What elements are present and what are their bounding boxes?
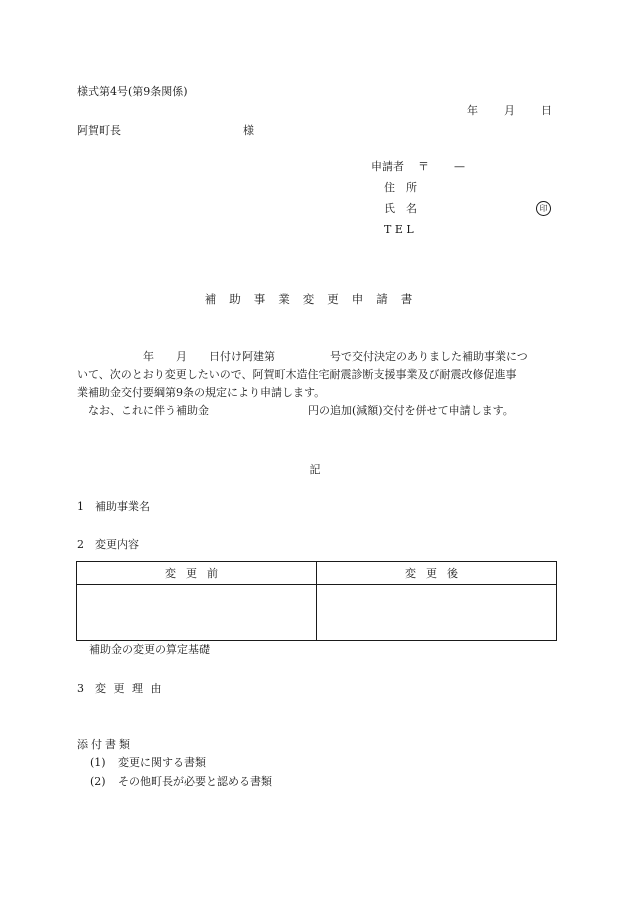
name-label: 氏 名 xyxy=(384,202,417,215)
seal-mark: 印 xyxy=(536,201,551,216)
date-month: 月 xyxy=(504,104,515,117)
addressee-honorific: 様 xyxy=(243,124,254,137)
attachment-text: 変更に関する書類 xyxy=(118,756,206,769)
address-label: 住 所 xyxy=(384,181,417,194)
postal-dash: — xyxy=(454,160,465,173)
body-line-3: 業補助金交付要綱第9条の規定により申請します。 xyxy=(77,386,326,399)
attachment-text: その他町長が必要と認める書類 xyxy=(118,775,272,788)
change-table-before-cell xyxy=(77,585,317,641)
change-table-before-header: 変更前 xyxy=(77,562,317,585)
attachments-list xyxy=(90,756,272,794)
date-year: 年 xyxy=(467,104,478,117)
form-number: 様式第4号(第9条関係) xyxy=(77,85,188,98)
attachment-item xyxy=(90,756,272,775)
item-2-label: 変更内容 xyxy=(95,538,139,551)
attachment-number: (2) xyxy=(90,775,106,788)
postal-mark: 〒 xyxy=(418,160,429,173)
item-3 xyxy=(77,682,164,696)
ki-heading: 記 xyxy=(309,463,321,476)
item-3-number: 3 xyxy=(77,682,86,695)
item-1 xyxy=(77,500,150,514)
applicant-label: 申請者 xyxy=(371,160,404,173)
change-table-after-cell xyxy=(317,585,557,641)
item-1-label: 補助事業名 xyxy=(95,500,150,513)
addressee xyxy=(77,124,254,138)
change-table xyxy=(76,561,557,641)
tel-label: T E L xyxy=(384,223,414,236)
body-line-1: 年 月 日付け阿建第 号で交付決定のありました補助事業につ xyxy=(77,350,528,363)
body-line-2: いて、次のとおり変更したいので、阿賀町木造住宅耐震診断支援事業及び耐震改修促進事 xyxy=(77,368,517,381)
item-1-number: 1 xyxy=(77,500,84,513)
basis-note: 補助金の変更の算定基礎 xyxy=(89,643,210,656)
date-day: 日 xyxy=(541,104,552,117)
item-2 xyxy=(77,538,139,552)
attachment-number: (1) xyxy=(90,756,106,769)
attachment-item xyxy=(90,775,272,794)
date-line xyxy=(467,104,552,118)
document-title: 補助事業変更申請書 xyxy=(204,292,426,306)
attachments-heading: 添付書類 xyxy=(77,738,133,751)
item-3-label: 変 更 理 由 xyxy=(95,682,164,695)
body-paragraph xyxy=(77,348,557,420)
body-line-4: なお、これに伴う補助金 円の追加(減額)交付を併せて申請します。 xyxy=(77,404,514,417)
addressee-name: 阿賀町長 xyxy=(77,124,121,137)
item-2-number: 2 xyxy=(77,538,84,551)
change-table-after-header: 変更後 xyxy=(317,562,557,585)
applicant-block xyxy=(371,160,548,244)
